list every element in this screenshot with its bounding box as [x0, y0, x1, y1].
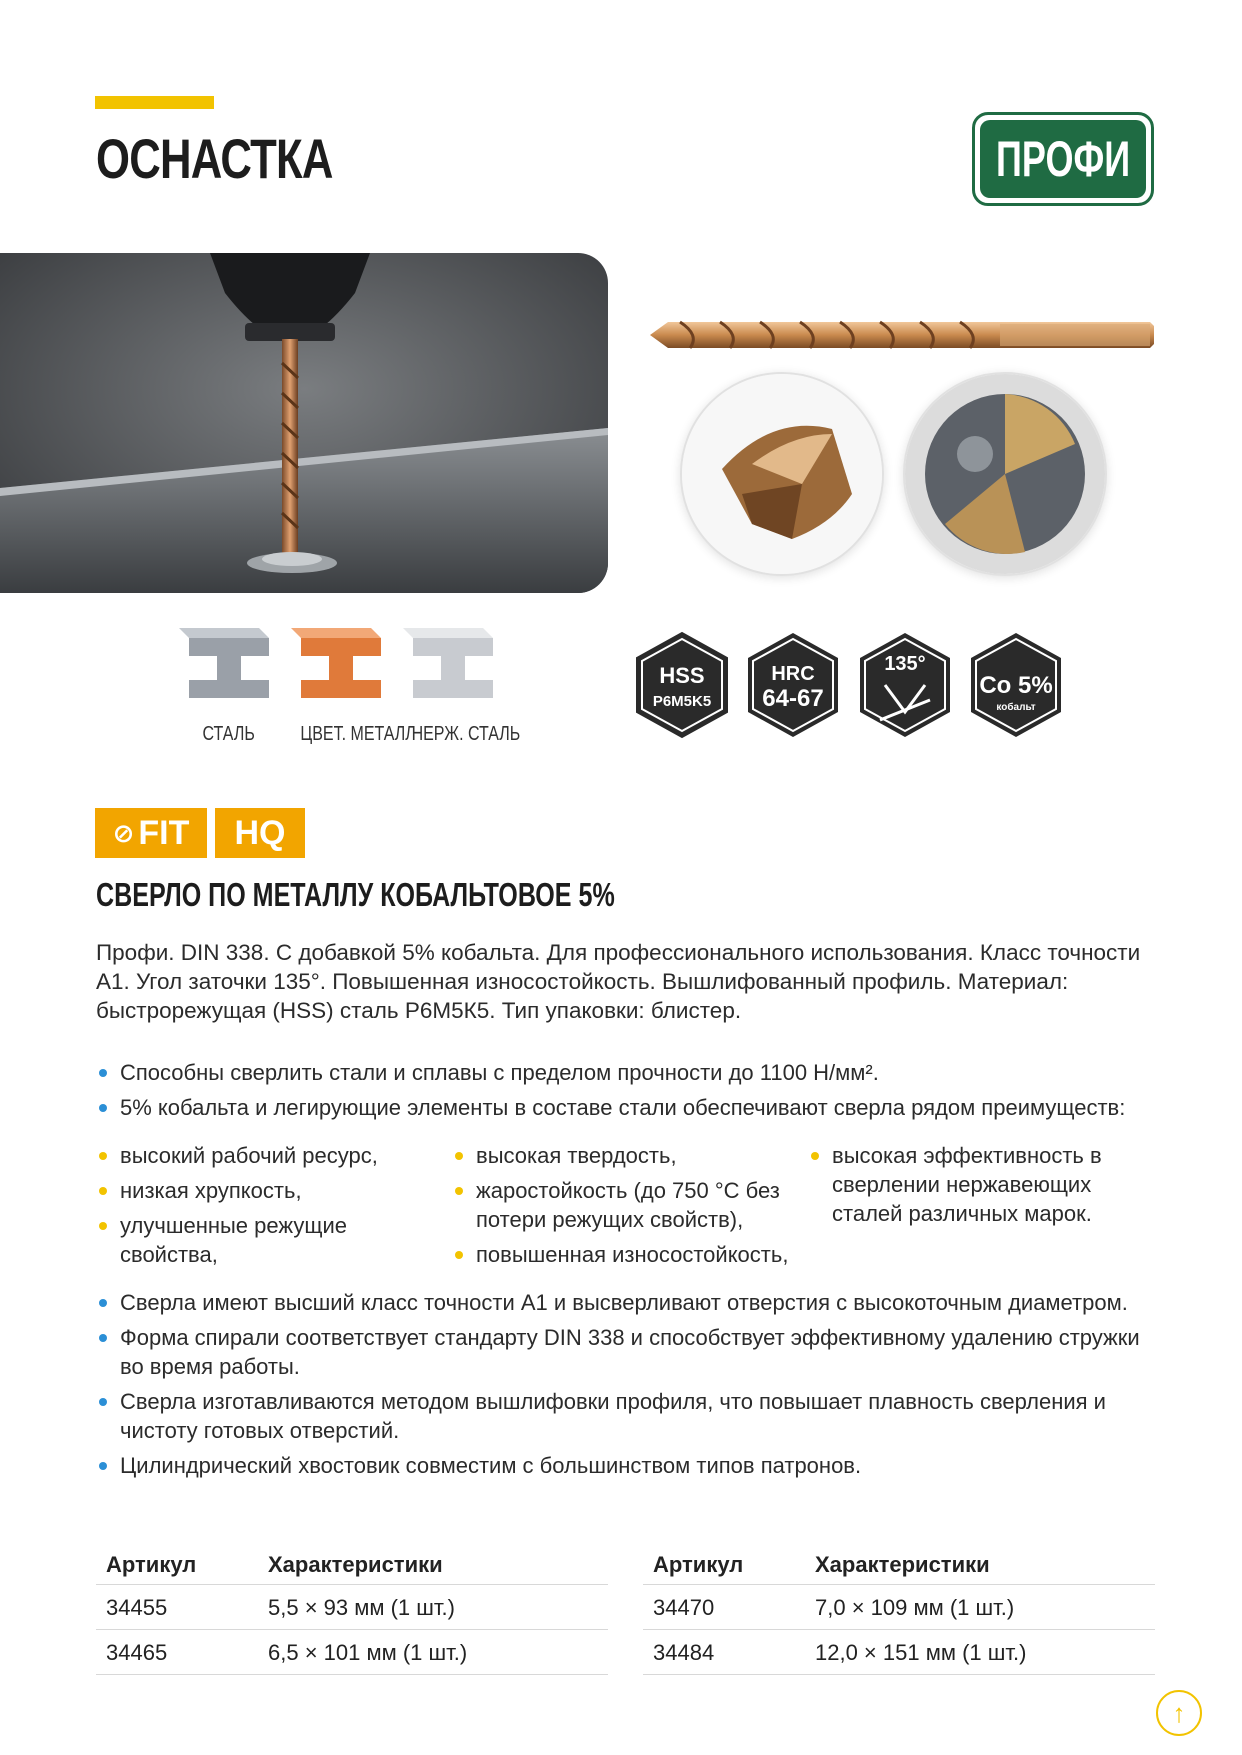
list-item: низкая хрупкость, [96, 1176, 436, 1205]
section-title: ОСНАСТКА [96, 127, 333, 190]
column-header: Характеристики [258, 1544, 608, 1585]
material-stainless [398, 618, 521, 746]
table-row [96, 1630, 608, 1675]
svg-text:Co 5%: Co 5% [979, 672, 1053, 699]
list-item: Форма спирали соответствует стандарту DIN 338 и способствует эффективному удалению стружки во время работы. [96, 1323, 1156, 1381]
svg-text:кобальт: кобальт [996, 702, 1036, 713]
feature-list-top [96, 1058, 1156, 1128]
profi-badge-label: ПРОФИ [995, 131, 1131, 187]
column-header: Артикул [643, 1544, 805, 1585]
material-steel [174, 618, 284, 746]
spec-cell: 12,0 × 151 мм (1 шт.) [805, 1630, 1155, 1675]
hrc-spec-icon [743, 630, 843, 740]
sku-cell: 34465 [96, 1630, 258, 1675]
material-label: СТАЛЬ [202, 723, 256, 745]
product-title: СВЕРЛО ПО МЕТАЛЛУ КОБАЛЬТОВОЕ 5% [96, 876, 615, 913]
angle-spec-icon [855, 630, 955, 740]
sku-cell: 34455 [96, 1585, 258, 1630]
column-header: Артикул [96, 1544, 258, 1585]
list-item: высокий рабочий ресурс, [96, 1141, 436, 1170]
list-item: Цилиндрический хвостовик совместим с большинством типов патронов. [96, 1451, 1156, 1480]
table-row [96, 1585, 608, 1630]
drilling-photo [0, 253, 608, 593]
drill-point-closeup [903, 372, 1107, 576]
sku-cell: 34470 [643, 1585, 805, 1630]
list-item: высокая твердость, [452, 1141, 792, 1170]
advantages-col-3 [808, 1141, 1158, 1234]
list-item: Способны сверлить стали и сплавы с пределом прочности до 1100 Н/мм². [96, 1058, 1156, 1087]
spec-cell: 7,0 × 109 мм (1 шт.) [805, 1585, 1155, 1630]
arrow-up-icon: ↑ [1172, 1697, 1186, 1728]
material-label: НЕРЖ. СТАЛЬ [411, 723, 521, 745]
list-item: повышенная износостойкость, [452, 1240, 792, 1269]
hss-spec-icon [632, 630, 732, 740]
material-nonferrous [286, 618, 416, 746]
list-item: жаростойкость (до 750 °С без потери режущих свойств), [452, 1176, 792, 1234]
accent-bar [95, 96, 214, 109]
advantages-col-2 [452, 1141, 792, 1275]
material-label: ЦВЕТ. МЕТАЛЛ [300, 723, 416, 745]
brand-hq: HQ [215, 808, 305, 858]
svg-text:P6M5K5: P6M5K5 [652, 693, 712, 710]
spec-cell: 6,5 × 101 мм (1 шт.) [258, 1630, 608, 1675]
table-row [643, 1630, 1155, 1675]
drill-bit-image [640, 310, 1160, 360]
column-header: Характеристики [805, 1544, 1155, 1585]
brand-logo [95, 808, 305, 858]
profi-badge [972, 112, 1154, 206]
list-item: улучшенные режущие свойства, [96, 1211, 436, 1269]
drill-tip-closeup [680, 372, 884, 576]
advantages-col-1 [96, 1141, 436, 1275]
feature-list-bottom [96, 1288, 1156, 1486]
table-row [643, 1585, 1155, 1630]
stainless-steel-icon [403, 618, 503, 718]
product-description: Профи. DIN 338. С добавкой 5% кобальта. Для профессионального использования. Класс точности А1. Угол заточки 135°. Повышенная износостойкость. Вышлифованный профиль. Материал: быстрорежущая (HSS) сталь Р6М5К5. Тип упаковки: блистер. [96, 940, 1141, 1023]
sku-table-left [96, 1544, 608, 1675]
svg-text:64-67: 64-67 [762, 685, 824, 712]
svg-text:HSS: HSS [659, 663, 705, 688]
svg-text:HRC: HRC [771, 663, 815, 685]
sku-table-right [643, 1544, 1155, 1675]
list-item: высокая эффективность в сверлении нержавеющих сталей различных марок. [808, 1141, 1158, 1228]
steel-icon [179, 618, 279, 718]
brand-fit: ⊘ FIT [95, 808, 207, 858]
list-item: Сверла имеют высший класс точности А1 и высверливают отверстия с высокоточным диаметром. [96, 1288, 1156, 1317]
cobalt-spec-icon [966, 630, 1066, 740]
svg-text:135°: 135° [884, 653, 926, 675]
scroll-to-top-button[interactable] [1156, 1690, 1202, 1736]
sku-cell: 34484 [643, 1630, 805, 1675]
list-item: Сверла изготавливаются методом вышлифовки профиля, что повышает плавность сверления и чистоту готовых отверстий. [96, 1387, 1156, 1445]
spec-cell: 5,5 × 93 мм (1 шт.) [258, 1585, 608, 1630]
fit-mark-icon: ⊘ [112, 817, 135, 848]
nonferrous-metal-icon [291, 618, 391, 718]
list-item: 5% кобальта и легирующие элементы в составе стали обеспечивают сверла рядом преимуществ: [96, 1093, 1156, 1122]
